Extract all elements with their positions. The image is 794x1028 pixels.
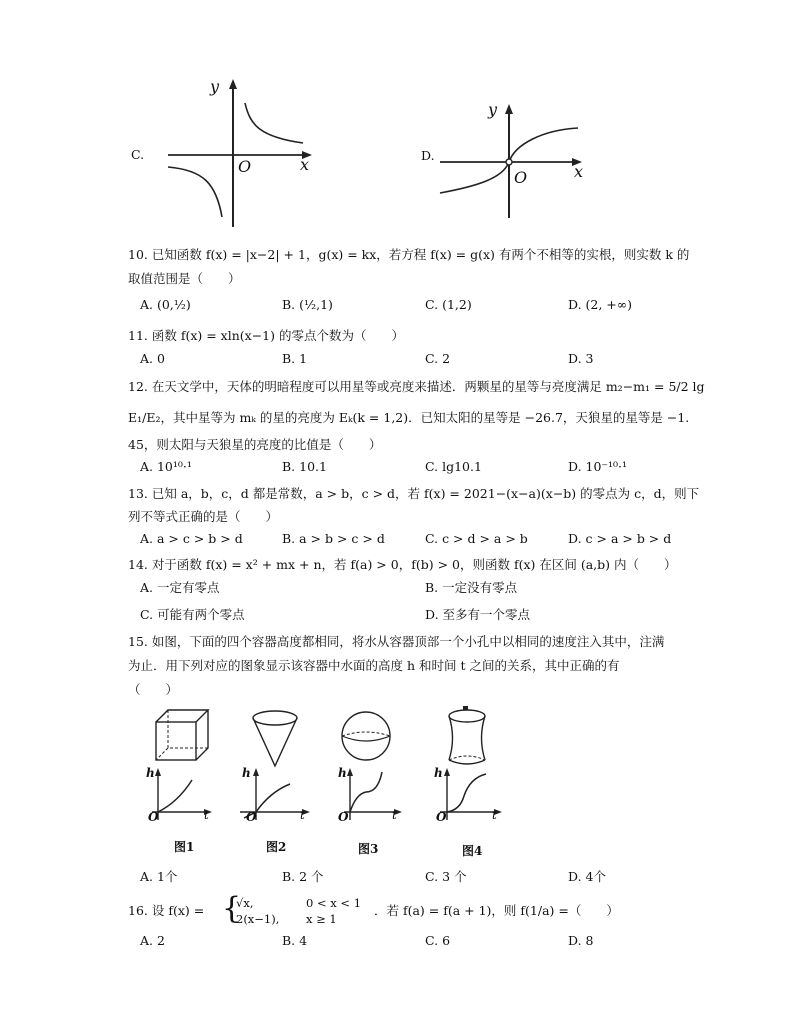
graph-option-d (418, 98, 598, 223)
q12-text-line1: 12. 在天文学中，天体的明暗程度可以用星等或亮度来描述．两颗星的星等与亮度满足 m₂−m₁ = 5/2 lg (128, 379, 705, 394)
q12-text-line2: E₁/E₂，其中星等为 mₖ 的星的亮度为 Eₖ(k = 1,2)．已知太阳的星等是 −26.7，天狼星的星等是 −1. (128, 410, 690, 425)
fig2-h-label: h (242, 766, 251, 780)
q16-suffix: ．若 f(a) = f(a + 1)，则 f(1/a) =（ ） (374, 903, 619, 918)
fig4-t-label: t (492, 808, 497, 822)
q10-text-line2: 取值范围是（ ） (128, 271, 241, 286)
q10-option-c[interactable]: C. (1,2) (425, 297, 472, 312)
fig3-t-label: t (392, 808, 397, 822)
q11-text-line1: 11. 函数 f(x) = xln(x−1) 的零点个数为（ ） (128, 328, 404, 343)
graph-c-label: C. (131, 147, 145, 162)
fig1-caption: 图1 (174, 840, 195, 854)
q13-text-line2: 列不等式正确的是（ ） (128, 509, 279, 524)
container-cube (156, 710, 208, 760)
q15-option-c[interactable]: C. 3 个 (425, 869, 467, 884)
q15-text-line2: 为止．用下列对应的图象显示该容器中水面的高度 h 和时间 t 之间的关系，其中正确的有 (128, 658, 620, 673)
q13-text-line1: 13. 已知 a，b，c，d 都是常数，a > b，c > d，若 f(x) = 2021−(x−a)(x−b) 的零点为 c，d，则下 (128, 486, 700, 501)
fig3-caption: 图3 (358, 842, 379, 856)
graph-d-label: D. (421, 148, 435, 163)
q11-option-a[interactable]: A. 0 (140, 351, 165, 366)
graph-d-plot (418, 98, 598, 223)
fig2-t-label: t (300, 808, 305, 822)
q16-case1-expr: √x, (236, 896, 254, 910)
q12-option-d[interactable]: D. 10⁻¹⁰·¹ (568, 459, 628, 474)
q13-option-c[interactable]: C. c > d > a > b (425, 531, 528, 546)
q13-option-a[interactable]: A. a > c > b > d (140, 531, 243, 546)
graph-d-x-label: x (574, 162, 584, 181)
q10-option-b[interactable]: B. (½,1) (282, 297, 333, 312)
q13-option-b[interactable]: B. a > b > c > d (282, 531, 385, 546)
q16-prefix: 16. 设 f(x) = (128, 903, 205, 918)
fig2-origin: O (246, 810, 257, 824)
q15-option-d[interactable]: D. 4个 (568, 869, 606, 884)
graph-c-plot (128, 75, 328, 235)
q12-option-c[interactable]: C. lg10.1 (425, 459, 482, 474)
q12-option-b[interactable]: B. 10.1 (282, 459, 327, 474)
fig4-origin: O (436, 810, 447, 824)
q14-option-a[interactable]: A. 一定有零点 (140, 580, 220, 595)
fig3-h-label: h (338, 766, 347, 780)
container-cone (253, 711, 297, 766)
q15-option-a[interactable]: A. 1个 (140, 869, 178, 884)
q16-case2-cond: x ≥ 1 (306, 912, 337, 926)
graph-c-x-label: x (300, 155, 310, 174)
q14-text-line1: 14. 对于函数 f(x) = x² + mx + n，若 f(a) > 0，f(b) > 0，则函数 f(x) 在区间 (a,b) 内（ ） (128, 557, 677, 572)
graph-c-origin: O (238, 157, 252, 176)
q16-option-a[interactable]: A. 2 (140, 933, 165, 948)
fig4-caption: 图4 (462, 844, 483, 858)
fig1-t-label: t (204, 808, 209, 822)
q10-option-a[interactable]: A. (0,½) (140, 297, 191, 312)
fig3-origin: O (338, 810, 349, 824)
q16-case2-expr: 2(x−1), (236, 912, 280, 926)
q11-option-c[interactable]: C. 2 (425, 351, 451, 366)
graph-d-y-label: y (488, 100, 498, 119)
q16-option-d[interactable]: D. 8 (568, 933, 594, 948)
q12-option-a[interactable]: A. 10¹⁰·¹ (140, 459, 192, 474)
graph-option-c (128, 75, 328, 235)
q16-case1-cond: 0 < x < 1 (306, 896, 362, 910)
q14-option-c[interactable]: C. 可能有两个零点 (140, 607, 245, 622)
graph-fig1 (152, 768, 212, 820)
q10-text-line1: 10. 已知函数 f(x) = |x−2| + 1，g(x) = kx，若方程 f(x) = g(x) 有两个不相等的实根，则实数 k 的 (128, 247, 690, 262)
q14-option-b[interactable]: B. 一定没有零点 (425, 580, 518, 595)
fig1-h-label: h (146, 766, 155, 780)
fig1-origin: O (148, 810, 159, 824)
q13-option-d[interactable]: D. c > a > b > d (568, 531, 672, 546)
q12-text-line3: 45，则太阳与天狼星的亮度的比值是（ ） (128, 437, 382, 452)
fig4-h-label: h (434, 766, 443, 780)
q14-option-d[interactable]: D. 至多有一个零点 (425, 607, 531, 622)
q16-brace: { (222, 891, 242, 926)
container-drum (449, 706, 485, 764)
q16-option-b[interactable]: B. 4 (282, 933, 308, 948)
q15-text-line3: （ ） (128, 682, 179, 697)
graph-d-origin: O (514, 168, 528, 187)
container-sphere (342, 712, 390, 760)
q10-option-d[interactable]: D. (2, +∞) (568, 297, 633, 312)
q15-text-line1: 15. 如图，下面的四个容器高度都相同，将水从容器顶部一个小孔中以相同的速度注入其中，注满 (128, 634, 665, 649)
q16-option-c[interactable]: C. 6 (425, 933, 451, 948)
q15-option-b[interactable]: B. 2 个 (282, 869, 324, 884)
q11-option-b[interactable]: B. 1 (282, 351, 308, 366)
containers-figure (140, 700, 540, 860)
graph-c-y-label: y (210, 77, 220, 96)
fig2-caption: 图2 (266, 840, 287, 854)
q11-option-d[interactable]: D. 3 (568, 351, 594, 366)
